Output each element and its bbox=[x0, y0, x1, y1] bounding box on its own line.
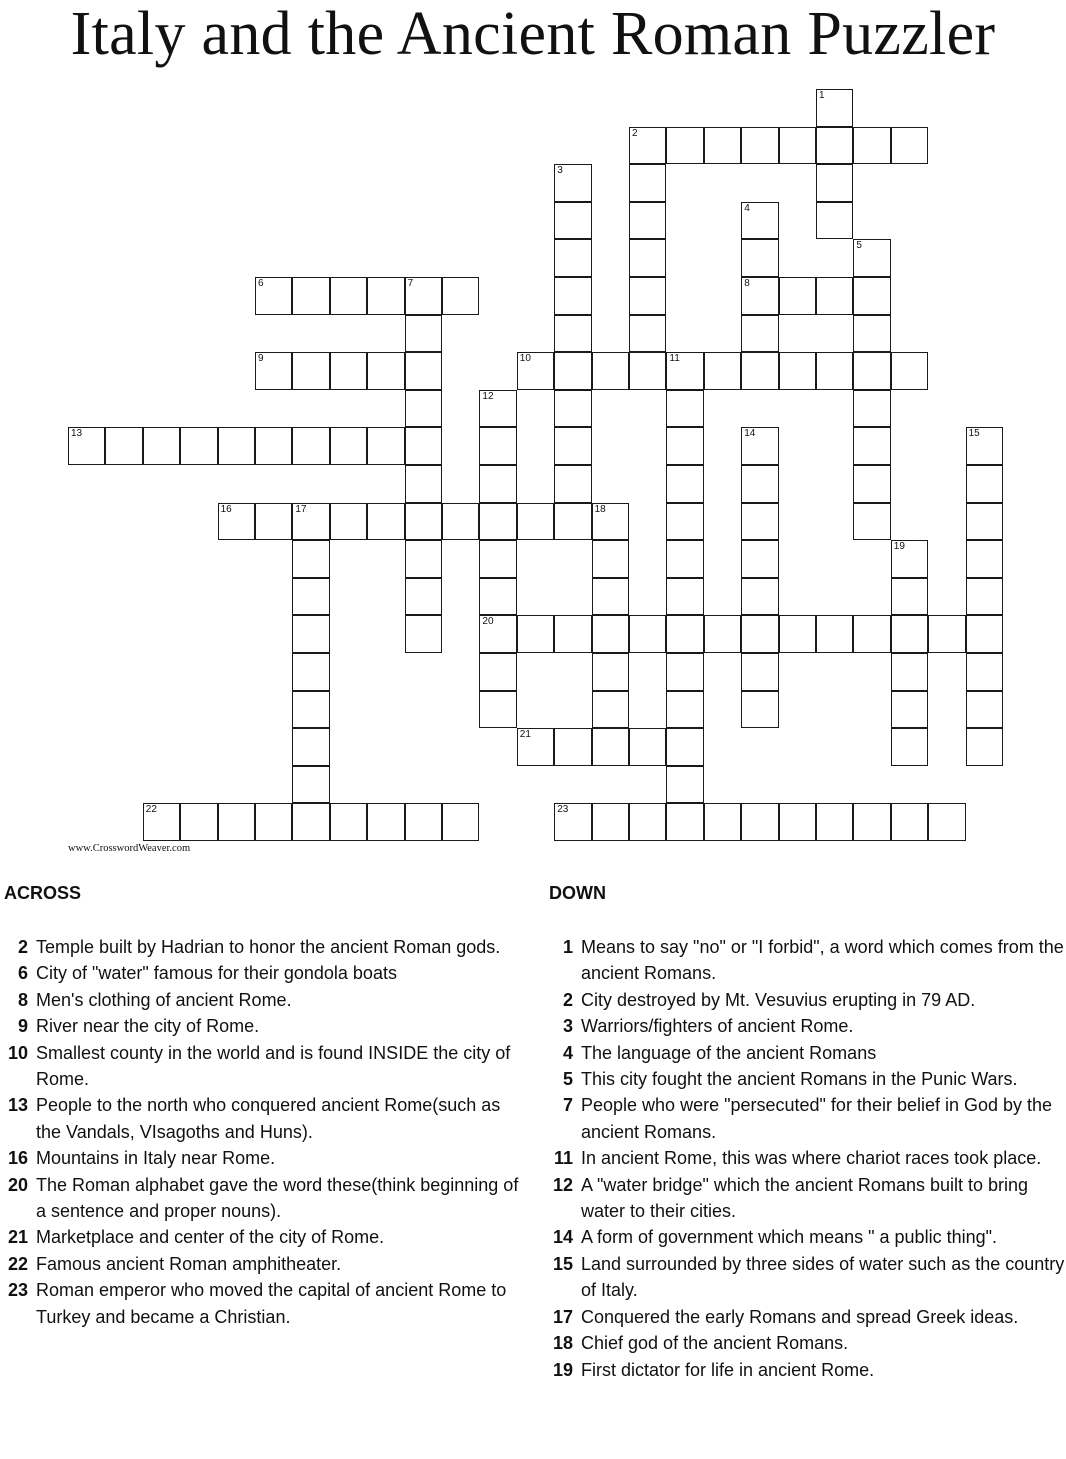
clue-text: Mountains in Italy near Rome. bbox=[36, 1148, 276, 1169]
grid-cell[interactable] bbox=[853, 239, 890, 277]
clue-number: 7 bbox=[562, 1095, 573, 1116]
down-clue-list bbox=[549, 934, 1065, 1383]
cell-number: 10 bbox=[519, 353, 531, 365]
clue-number: 2 bbox=[562, 989, 573, 1010]
grid-cell[interactable] bbox=[966, 540, 1003, 578]
grid-cell[interactable] bbox=[779, 352, 816, 390]
grid-cell[interactable] bbox=[666, 728, 703, 766]
clue-number: 16 bbox=[7, 1148, 28, 1169]
grid-cell[interactable] bbox=[928, 803, 965, 841]
grid-cell[interactable] bbox=[517, 352, 554, 390]
grid-cell[interactable] bbox=[741, 315, 778, 353]
grid-cell[interactable] bbox=[330, 803, 367, 841]
cell-number: 22 bbox=[145, 804, 157, 816]
grid-cell[interactable] bbox=[891, 803, 928, 841]
grid-cell[interactable] bbox=[816, 352, 853, 390]
clue-number: 19 bbox=[552, 1359, 573, 1380]
grid-cell[interactable] bbox=[517, 728, 554, 766]
grid-cell[interactable] bbox=[666, 653, 703, 691]
across-clue bbox=[4, 1092, 524, 1145]
cell-number: 14 bbox=[744, 428, 756, 440]
clue-text: People who were "persecuted" for their belief in God by the ancient Romans. bbox=[581, 1095, 1053, 1142]
grid-cell[interactable] bbox=[330, 277, 367, 315]
grid-cell[interactable] bbox=[816, 127, 853, 165]
grid-cell[interactable] bbox=[143, 427, 180, 465]
grid-cell[interactable] bbox=[666, 691, 703, 729]
clue-text: Marketplace and center of the city of Rome. bbox=[36, 1227, 385, 1248]
grid-cell[interactable] bbox=[592, 728, 629, 766]
grid-cell[interactable] bbox=[592, 578, 629, 616]
down-clue bbox=[549, 987, 1065, 1013]
grid-cell[interactable] bbox=[891, 615, 928, 653]
grid-cell[interactable] bbox=[292, 803, 329, 841]
cell-number: 9 bbox=[258, 353, 264, 365]
cell-number: 6 bbox=[258, 278, 264, 289]
clue-number: 17 bbox=[552, 1306, 573, 1327]
down-heading: DOWN bbox=[549, 883, 606, 903]
grid-cell[interactable] bbox=[479, 503, 516, 541]
cell-number: 17 bbox=[295, 503, 307, 515]
grid-cell[interactable] bbox=[554, 202, 591, 240]
cell-number: 12 bbox=[482, 390, 494, 402]
clue-text: The Roman alphabet gave the word these(think beginning of a sentence and proper nouns). bbox=[36, 1174, 519, 1222]
grid-cell[interactable] bbox=[853, 503, 890, 541]
grid-cell[interactable] bbox=[741, 578, 778, 616]
grid-cell[interactable] bbox=[666, 390, 703, 428]
cell-number: 2 bbox=[632, 127, 638, 139]
across-clue bbox=[4, 1224, 524, 1250]
grid-cell[interactable] bbox=[891, 127, 928, 165]
down-clue bbox=[549, 1066, 1065, 1092]
grid-cell[interactable] bbox=[405, 427, 442, 465]
grid-cell[interactable] bbox=[367, 803, 404, 841]
grid-cell[interactable] bbox=[816, 202, 853, 240]
cell-number: 19 bbox=[893, 541, 905, 553]
grid-cell[interactable] bbox=[479, 691, 516, 729]
across-clue bbox=[4, 1172, 524, 1225]
grid-cell[interactable] bbox=[629, 202, 666, 240]
cell-number: 4 bbox=[744, 202, 750, 214]
grid-cell[interactable] bbox=[966, 427, 1003, 465]
grid-cell[interactable] bbox=[255, 352, 292, 390]
grid-cell[interactable] bbox=[554, 615, 591, 653]
across-clue bbox=[4, 1251, 524, 1277]
clue-text: A form of government which means " a public thing". bbox=[581, 1227, 997, 1248]
grid-cell[interactable] bbox=[629, 728, 666, 766]
clue-text: A "water bridge" which the ancient Romans built to bring water to their cities. bbox=[581, 1174, 1029, 1222]
grid-cell[interactable] bbox=[405, 277, 442, 315]
across-clue bbox=[4, 1013, 524, 1039]
grid-cell[interactable] bbox=[554, 239, 591, 277]
clue-number: 9 bbox=[17, 1016, 28, 1037]
across-clue bbox=[4, 960, 524, 986]
grid-cell[interactable] bbox=[853, 352, 890, 390]
grid-cell[interactable] bbox=[853, 315, 890, 353]
grid-cell[interactable] bbox=[966, 653, 1003, 691]
grid-cell[interactable] bbox=[442, 803, 479, 841]
grid-cell[interactable] bbox=[891, 578, 928, 616]
grid-cell[interactable] bbox=[666, 503, 703, 541]
clue-text: Conquered the early Romans and spread Greek ideas. bbox=[581, 1306, 1019, 1327]
grid-cell[interactable] bbox=[592, 352, 629, 390]
clue-text: Warriors/fighters of ancient Rome. bbox=[581, 1016, 854, 1037]
grid-cell[interactable] bbox=[741, 465, 778, 503]
grid-cell[interactable] bbox=[629, 164, 666, 202]
grid-cell[interactable] bbox=[816, 89, 853, 127]
grid-cell[interactable] bbox=[405, 803, 442, 841]
grid-cell[interactable] bbox=[554, 277, 591, 315]
cell-number: 13 bbox=[71, 428, 83, 440]
grid-cell[interactable] bbox=[292, 578, 329, 616]
grid-cell[interactable] bbox=[405, 615, 442, 653]
grid-cell[interactable] bbox=[367, 503, 404, 541]
across-clue bbox=[4, 987, 524, 1013]
grid-cell[interactable] bbox=[405, 503, 442, 541]
clue-number: 22 bbox=[7, 1253, 28, 1274]
grid-cell[interactable] bbox=[741, 352, 778, 390]
cell-number: 21 bbox=[519, 729, 531, 741]
clue-number: 3 bbox=[562, 1016, 573, 1037]
grid-cell[interactable] bbox=[292, 653, 329, 691]
grid-cell[interactable] bbox=[779, 277, 816, 315]
grid-cell[interactable] bbox=[255, 427, 292, 465]
grid-cell[interactable] bbox=[741, 615, 778, 653]
grid-cell[interactable] bbox=[891, 540, 928, 578]
clue-number: 23 bbox=[7, 1280, 28, 1301]
grid-cell[interactable] bbox=[816, 803, 853, 841]
grid-cell[interactable] bbox=[292, 352, 329, 390]
clue-text: City of "water" famous for their gondola boats bbox=[36, 963, 397, 984]
clue-text: Chief god of the ancient Romans. bbox=[581, 1333, 849, 1354]
clue-number: 2 bbox=[17, 937, 28, 957]
clue-text: Means to say "no" or "I forbid", a word which comes from the ancient Romans. bbox=[581, 937, 1064, 984]
grid-cell[interactable] bbox=[629, 315, 666, 353]
grid-cell[interactable] bbox=[292, 615, 329, 653]
grid-cell[interactable] bbox=[405, 352, 442, 390]
grid-cell[interactable] bbox=[218, 503, 255, 541]
grid-cell[interactable] bbox=[479, 578, 516, 616]
grid-cell[interactable] bbox=[816, 615, 853, 653]
down-clue bbox=[549, 1040, 1065, 1066]
grid-cell[interactable] bbox=[592, 615, 629, 653]
grid-cell[interactable] bbox=[666, 465, 703, 503]
down-clue bbox=[549, 1330, 1065, 1356]
clue-text: Famous ancient Roman amphitheater. bbox=[36, 1253, 342, 1274]
credit-text: www.CrosswordWeaver.com bbox=[68, 843, 191, 854]
grid-cell[interactable] bbox=[966, 503, 1003, 541]
across-clue-list bbox=[4, 934, 524, 1330]
clue-text: River near the city of Rome. bbox=[36, 1016, 260, 1037]
grid-cell[interactable] bbox=[255, 277, 292, 315]
grid-cell[interactable] bbox=[966, 465, 1003, 503]
grid-cell[interactable] bbox=[741, 653, 778, 691]
clue-number: 15 bbox=[552, 1253, 573, 1274]
grid-cell[interactable] bbox=[666, 127, 703, 165]
grid-cell[interactable] bbox=[704, 615, 741, 653]
grid-cell[interactable] bbox=[554, 352, 591, 390]
grid-cell[interactable] bbox=[966, 578, 1003, 616]
grid-cell[interactable] bbox=[180, 427, 217, 465]
grid-cell[interactable] bbox=[292, 503, 329, 541]
grid-cell[interactable] bbox=[816, 164, 853, 202]
across-clue bbox=[4, 1277, 524, 1330]
grid-cell[interactable] bbox=[592, 503, 629, 541]
grid-cell[interactable] bbox=[554, 503, 591, 541]
clue-number: 11 bbox=[553, 1148, 573, 1169]
grid-cell[interactable] bbox=[554, 315, 591, 353]
grid-cell[interactable] bbox=[405, 578, 442, 616]
grid-cell[interactable] bbox=[330, 427, 367, 465]
down-clue bbox=[549, 1172, 1065, 1225]
clue-text: Men's clothing of ancient Rome. bbox=[36, 989, 292, 1010]
clue-text: The language of the ancient Romans bbox=[581, 1042, 877, 1063]
down-clue bbox=[549, 1357, 1065, 1383]
across-clue bbox=[4, 1145, 524, 1171]
grid-cell[interactable] bbox=[666, 427, 703, 465]
grid-cell[interactable] bbox=[928, 615, 965, 653]
grid-cell[interactable] bbox=[853, 127, 890, 165]
cell-number: 3 bbox=[557, 165, 563, 177]
grid-cell[interactable] bbox=[741, 503, 778, 541]
grid-cell[interactable] bbox=[629, 803, 666, 841]
grid-cell[interactable] bbox=[779, 615, 816, 653]
grid-cell[interactable] bbox=[853, 615, 890, 653]
grid-cell[interactable] bbox=[853, 390, 890, 428]
grid-cell[interactable] bbox=[741, 127, 778, 165]
cell-number: 11 bbox=[669, 353, 680, 365]
grid-cell[interactable] bbox=[554, 803, 591, 841]
grid-cell[interactable] bbox=[779, 803, 816, 841]
grid-cell[interactable] bbox=[180, 803, 217, 841]
cell-number: 8 bbox=[744, 278, 750, 289]
down-clue bbox=[549, 1224, 1065, 1250]
down-clue bbox=[549, 934, 1065, 987]
grid-cell[interactable] bbox=[330, 352, 367, 390]
grid-cell[interactable] bbox=[629, 277, 666, 315]
grid-cell[interactable] bbox=[629, 615, 666, 653]
grid-cell[interactable] bbox=[367, 277, 404, 315]
grid-cell[interactable] bbox=[292, 728, 329, 766]
clue-text: City destroyed by Mt. Vesuvius erupting in 79 AD. bbox=[581, 989, 976, 1010]
clue-number: 1 bbox=[562, 937, 573, 957]
across-heading: ACROSS bbox=[4, 883, 82, 903]
cell-number: 1 bbox=[819, 90, 825, 101]
clue-text: In ancient Rome, this was where chariot races took place. bbox=[581, 1148, 1042, 1169]
grid-cell[interactable] bbox=[704, 803, 741, 841]
cell-number: 20 bbox=[482, 616, 494, 628]
clue-number: 18 bbox=[552, 1333, 573, 1354]
clue-number: 8 bbox=[17, 989, 28, 1010]
across-clue bbox=[4, 1040, 524, 1093]
down-clue bbox=[549, 1251, 1065, 1304]
grid-cell[interactable] bbox=[105, 427, 142, 465]
down-clue bbox=[549, 1013, 1065, 1039]
grid-cell[interactable] bbox=[367, 427, 404, 465]
down-clue bbox=[549, 1092, 1065, 1145]
grid-cell[interactable] bbox=[405, 390, 442, 428]
grid-cell[interactable] bbox=[479, 540, 516, 578]
cell-number: 18 bbox=[594, 503, 606, 515]
clue-number: 5 bbox=[562, 1069, 573, 1090]
grid-cell[interactable] bbox=[554, 390, 591, 428]
grid-cell[interactable] bbox=[554, 427, 591, 465]
grid-cell[interactable] bbox=[666, 803, 703, 841]
clue-number: 14 bbox=[552, 1227, 573, 1248]
grid-cell[interactable] bbox=[479, 390, 516, 428]
grid-cell[interactable] bbox=[779, 127, 816, 165]
cell-number: 23 bbox=[557, 804, 569, 816]
grid-cell[interactable] bbox=[517, 615, 554, 653]
grid-cell[interactable] bbox=[592, 540, 629, 578]
grid-cell[interactable] bbox=[666, 766, 703, 804]
clue-text: First dictator for life in ancient Rome. bbox=[581, 1359, 875, 1380]
clue-text: People to the north who conquered ancient Rome(such as the Vandals, VIsagoths and Huns). bbox=[36, 1095, 501, 1142]
grid-cell[interactable] bbox=[741, 803, 778, 841]
clue-number: 10 bbox=[7, 1042, 28, 1063]
grid-cell[interactable] bbox=[741, 540, 778, 578]
grid-cell[interactable] bbox=[592, 803, 629, 841]
grid-cell[interactable] bbox=[891, 728, 928, 766]
grid-cell[interactable] bbox=[592, 691, 629, 729]
grid-cell[interactable] bbox=[554, 164, 591, 202]
grid-cell[interactable] bbox=[853, 427, 890, 465]
down-clue bbox=[549, 1304, 1065, 1330]
grid-cell[interactable] bbox=[479, 653, 516, 691]
grid-cell[interactable] bbox=[891, 691, 928, 729]
clue-text: Land surrounded by three sides of water such as the country of Italy. bbox=[581, 1253, 1065, 1301]
grid-cell[interactable] bbox=[367, 352, 404, 390]
grid-cell[interactable] bbox=[218, 427, 255, 465]
grid-cell[interactable] bbox=[405, 315, 442, 353]
grid-cell[interactable] bbox=[255, 503, 292, 541]
cell-number: 15 bbox=[968, 428, 980, 440]
down-clue bbox=[549, 1145, 1065, 1171]
grid-cell[interactable] bbox=[330, 503, 367, 541]
cell-number: 7 bbox=[407, 278, 414, 289]
grid-cell[interactable] bbox=[891, 653, 928, 691]
grid-cell[interactable] bbox=[405, 540, 442, 578]
grid-cell[interactable] bbox=[666, 352, 703, 390]
grid-cell[interactable] bbox=[891, 352, 928, 390]
clue-text: This city fought the ancient Romans in the Punic Wars. bbox=[581, 1069, 1018, 1090]
grid-cell[interactable] bbox=[479, 615, 516, 653]
grid-cell[interactable] bbox=[292, 540, 329, 578]
clue-number: 13 bbox=[7, 1095, 28, 1116]
grid-cell[interactable] bbox=[292, 766, 329, 804]
grid-cell[interactable] bbox=[741, 239, 778, 277]
grid-cell[interactable] bbox=[442, 277, 479, 315]
grid-cell[interactable] bbox=[218, 803, 255, 841]
grid-cell[interactable] bbox=[704, 127, 741, 165]
grid-cell[interactable] bbox=[517, 503, 554, 541]
grid-cell[interactable] bbox=[666, 578, 703, 616]
grid-cell[interactable] bbox=[143, 803, 180, 841]
cell-number: 5 bbox=[856, 240, 862, 252]
page-title: Italy and the Ancient Roman Puzzler bbox=[70, 0, 996, 68]
across-clue bbox=[4, 934, 524, 960]
clue-text: Smallest county in the world and is found INSIDE the city of Rome. bbox=[36, 1042, 511, 1090]
clue-number: 12 bbox=[552, 1174, 573, 1195]
grid-cell[interactable] bbox=[966, 691, 1003, 729]
grid-cell[interactable] bbox=[741, 427, 778, 465]
grid-cell[interactable] bbox=[741, 202, 778, 240]
cell-number: 16 bbox=[220, 503, 232, 515]
grid-cell[interactable] bbox=[741, 691, 778, 729]
grid-cell[interactable] bbox=[292, 691, 329, 729]
grid-cell[interactable] bbox=[255, 803, 292, 841]
grid-cell[interactable] bbox=[966, 615, 1003, 653]
clue-number: 20 bbox=[7, 1174, 28, 1195]
clue-text: Temple built by Hadrian to honor the ancient Roman gods. bbox=[36, 937, 501, 957]
grid-cell[interactable] bbox=[853, 803, 890, 841]
grid-cell[interactable] bbox=[629, 352, 666, 390]
grid-cell[interactable] bbox=[853, 465, 890, 503]
grid-cell[interactable] bbox=[704, 352, 741, 390]
grid-cell[interactable] bbox=[629, 127, 666, 165]
grid-cell[interactable] bbox=[292, 277, 329, 315]
grid-cell[interactable] bbox=[479, 465, 516, 503]
grid-cell[interactable] bbox=[554, 465, 591, 503]
grid-cell[interactable] bbox=[666, 615, 703, 653]
grid-cell[interactable] bbox=[68, 427, 105, 465]
grid-cell[interactable] bbox=[853, 277, 890, 315]
grid-cell[interactable] bbox=[479, 427, 516, 465]
grid-cell[interactable] bbox=[405, 465, 442, 503]
grid-cell[interactable] bbox=[442, 503, 479, 541]
clue-number: 6 bbox=[17, 963, 28, 984]
clue-number: 4 bbox=[562, 1042, 573, 1063]
grid-cell[interactable] bbox=[966, 728, 1003, 766]
clue-text: Roman emperor who moved the capital of ancient Rome to Turkey and became a Christian. bbox=[36, 1280, 507, 1327]
grid-cell[interactable] bbox=[741, 277, 778, 315]
grid-cell[interactable] bbox=[666, 540, 703, 578]
grid-cell[interactable] bbox=[292, 427, 329, 465]
grid-cell[interactable] bbox=[629, 239, 666, 277]
grid-cell[interactable] bbox=[816, 277, 853, 315]
grid-cell[interactable] bbox=[554, 728, 591, 766]
grid-cell[interactable] bbox=[592, 653, 629, 691]
clue-number: 21 bbox=[7, 1227, 28, 1248]
